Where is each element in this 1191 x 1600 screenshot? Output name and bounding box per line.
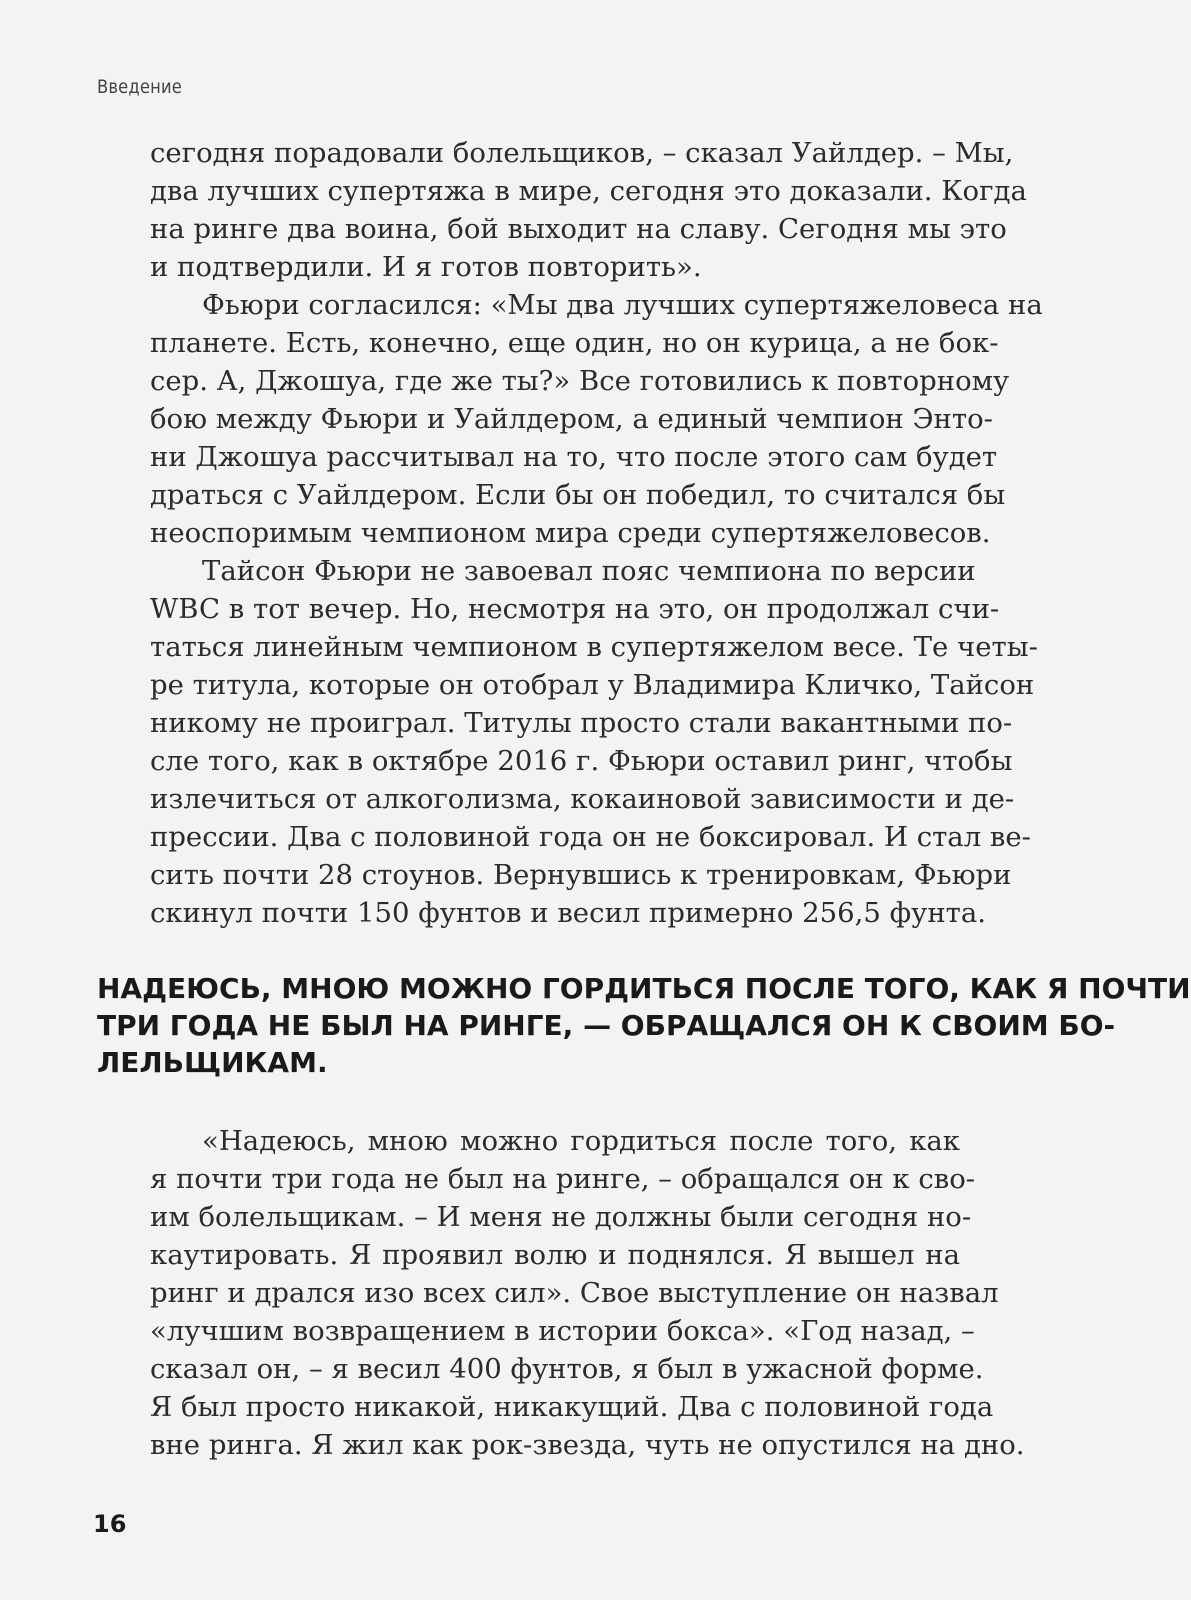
pull-quote-line: НАДЕЮСЬ, МНОЮ МОЖНО ГОРДИТЬСЯ ПОСЛЕ ТОГО, КАК Я ПОЧТИ — [97, 972, 1191, 1005]
text-line: ре титула, которые он отобрал у Владимира Кличко, Тайсон — [150, 669, 1035, 701]
paragraph-start-line: Тайсон Фьюри не завоевал пояс чемпиона по версии — [202, 555, 976, 587]
text-line: скинул почти 150 фунтов и весил примерно 256,5 фунта. — [150, 897, 987, 929]
paragraph-start-line: «Надеюсь, мною можно гордиться после того, как — [202, 1125, 960, 1157]
text-line: два лучших супертяжа в мире, сегодня это доказали. Когда — [150, 175, 1027, 207]
text-line: планете. Есть, конечно, еще один, но он курица, а не бок- — [150, 327, 999, 359]
text-line: бою между Фьюри и Уайлдером, а единый чемпион Энто- — [150, 403, 993, 435]
paragraph-start-line: Фьюри согласился: «Мы два лучших супертяжеловеса на — [202, 289, 1043, 321]
text-line: неоспоримым чемпионом мира среди супертяжеловесов. — [150, 517, 991, 549]
pull-quote-line: ЛЕЛЬЩИКАМ. — [97, 1046, 328, 1079]
text-line: и подтвердили. И я готов повторить». — [150, 251, 702, 283]
running-head: Введение — [97, 76, 182, 98]
body-text-section-1 — [150, 134, 1043, 932]
text-line: вне ринга. Я жил как рок-звезда, чуть не опустился на дно. — [150, 1429, 1025, 1461]
text-line: WBC в тот вечер. Но, несмотря на это, он продолжал счи- — [150, 593, 1000, 625]
text-line: ринг и дрался изо всех сил». Свое выступление он назвал — [150, 1277, 999, 1309]
text-line: сить почти 28 стоунов. Вернувшись к тренировкам, Фьюри — [150, 859, 1012, 891]
text-line: ни Джошуа рассчитывал на то, что после этого сам будет — [150, 441, 998, 473]
text-line: сер. А, Джошуа, где же ты?» Все готовились к повторному — [150, 365, 1010, 397]
text-line: каутировать. Я проявил волю и поднялся. Я вышел на — [150, 1239, 960, 1271]
text-line: «лучшим возвращением в истории бокса». «Год назад, – — [150, 1315, 975, 1347]
text-line: я почти три года не был на ринге, – обращался он к сво- — [150, 1163, 976, 1195]
text-line: прессии. Два с половиной года он не боксировал. И стал ве- — [150, 821, 1031, 853]
text-line: излечиться от алкоголизма, кокаиновой зависимости и де- — [150, 783, 1015, 815]
text-line: сле того, как в октябре 2016 г. Фьюри оставил ринг, чтобы — [150, 745, 1013, 777]
text-line: Я был просто никакой, никакущий. Два с половиной года — [150, 1391, 994, 1423]
text-line: таться линейным чемпионом в супертяжелом весе. Те четы- — [150, 631, 1038, 663]
page-number: 16 — [93, 1510, 127, 1538]
text-line: сказал он, – я весил 400 фунтов, я был в ужасной форме. — [150, 1353, 984, 1385]
body-text-section-2 — [150, 1122, 1025, 1464]
pull-quote — [97, 970, 1191, 1081]
text-line: драться с Уайлдером. Если бы он победил, то считался бы — [150, 479, 1006, 511]
text-line: на ринге два воина, бой выходит на славу. Сегодня мы это — [150, 213, 1007, 245]
text-line: им болельщикам. – И меня не должны были сегодня но- — [150, 1201, 972, 1233]
text-line: никому не проиграл. Титулы просто стали вакантными по- — [150, 707, 1013, 739]
pull-quote-line: ТРИ ГОДА НЕ БЫЛ НА РИНГЕ, — ОБРАЩАЛСЯ ОН К СВОИМ БО- — [97, 1009, 1116, 1042]
text-line: сегодня порадовали болельщиков, – сказал Уайлдер. – Мы, — [150, 137, 1014, 169]
